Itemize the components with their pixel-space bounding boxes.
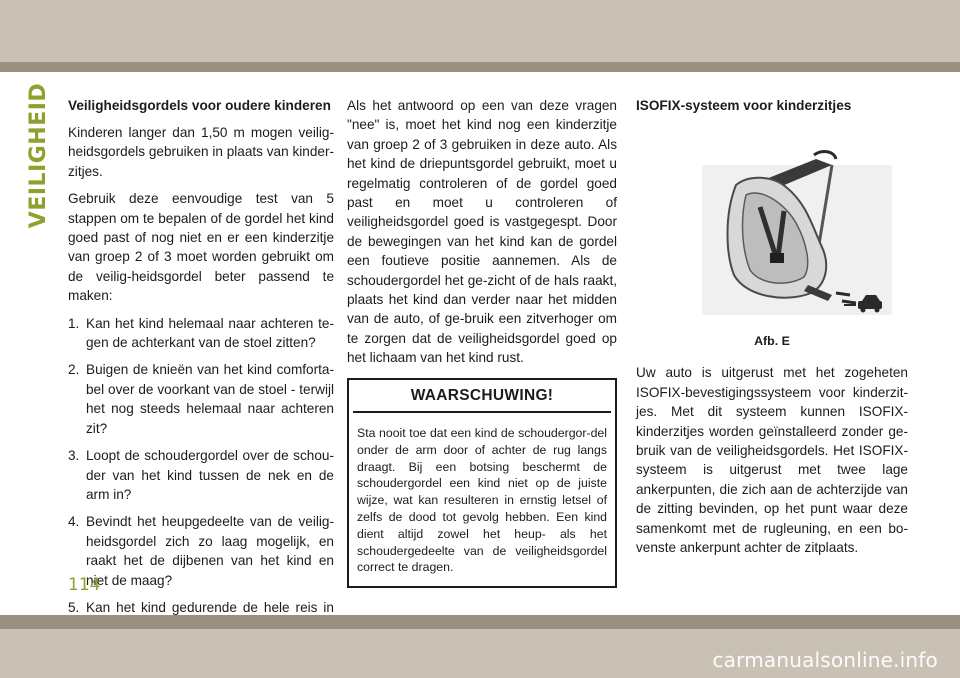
- section-side-label-text: VEILIGHEID: [26, 82, 52, 228]
- top-band-stripe: [0, 62, 960, 72]
- warning-title: WAARSCHUWING!: [353, 380, 611, 413]
- list-item: 3. Loopt de schoudergordel over de schou-der van het kind tussen de nek en de arm in?: [68, 448, 334, 502]
- child-seat-illustration: [636, 125, 908, 330]
- column-middle: [347, 96, 617, 588]
- figure-caption: Afb. E: [754, 334, 790, 348]
- heading-older-children-belts: Veiligheidsgordels voor oudere kinderen: [68, 98, 331, 113]
- list-item: 4. Bevindt het heupgedeelte van de veilig-heidsgordel zich zo laag mogelijk, en raakt het de dijbenen van het kind en niet de maag?: [68, 514, 334, 588]
- five-step-list: [68, 314, 334, 637]
- paragraph-answer-no: Als het antwoord op een van deze vragen "nee" is, moet het kind nog een kinderzitje van groep 2 of 3 gebruiken in deze auto. Als het kind de driepuntsgordel gebruikt, moet u regelmatig controleren of de gordel goed past en moet u controleren of veiligheidsgordel goed is vastgegespt. Door de bewegingen van het kind kan de gordel een foutieve positie aannemen. Als de schoudergordel het ge-zicht of de hals raakt, plaats het kind dan verder naar het midden van de auto, of ge-bruik een zitverhoger om te zorgen dat de veiligheidsgordel goed op het lichaam van het kind rust.: [347, 98, 617, 366]
- page-number: 114: [68, 575, 101, 595]
- paragraph-isofix-description: Uw auto is uitgerust met het zogeheten ISOFIX-bevestigingssysteem voor kinderzit-jes. Met dit systeem kunnen ISOFIX-kinderzitjes worden geïnstalleerd zonder ge-bruik van de veiligheidsgordels. Het ISOFIX-systeem is uitgerust met twee lage ankerpunten, die zich aan de achterzijde van de zitting bevinden, op het punt waar deze samenkomt met de rugleuning, en een bo-venste ankerpunt achter de zitplaats.: [636, 365, 908, 556]
- warning-box: [347, 378, 617, 589]
- section-side-label: [24, 82, 54, 228]
- paragraph-five-step-test: Gebruik deze eenvoudige test van 5 stappen om te bepalen of de gordel het kind goed past of nog niet en er een kinderzitje van groep 2 of 3 moet worden gebruikt om de veilig-heidsgordel beter passend te maken:: [68, 191, 334, 304]
- isofix-child-seat-figure: [636, 125, 908, 330]
- heading-isofix: ISOFIX-systeem voor kinderzitjes: [636, 98, 852, 113]
- list-item: 5. Kan het kind gedurende de hele reis in: [68, 599, 334, 615]
- list-item: 1. Kan het kind helemaal naar achteren te-gen de achterkant van de stoel zitten?: [68, 315, 334, 351]
- list-item: 2. Buigen de knieën van het kind comforta-bel over de voorkant van de stoel - terwijl het nog steeds helemaal naar achteren zit?: [68, 362, 334, 436]
- column-right: [636, 96, 908, 565]
- paragraph-height-rule: Kinderen langer dan 1,50 m mogen veilig-heidsgordels gebruiken in plaats van kinder-zitjes.: [68, 125, 334, 179]
- top-band: [0, 0, 960, 62]
- warning-text: Sta nooit toe dat een kind de schoudergor-del onder de arm door of achter de rug langs draagt. Bij een botsing beschermt de schoudergordel een kind niet op de juiste wijze, wat kan resulteren in ernstig letsel of zelfs de dood tot gevolg hebben. Een kind dient altijd zowel het heup- als het schoudergedeelte van de veiligheidsgordel correct te dragen.: [357, 426, 607, 575]
- column-left: [68, 96, 334, 645]
- tether-hook: [814, 152, 836, 159]
- bottom-band-stripe: [0, 615, 960, 629]
- harness-buckle: [770, 253, 784, 263]
- watermark-text: carmanualsonline.info: [712, 648, 938, 672]
